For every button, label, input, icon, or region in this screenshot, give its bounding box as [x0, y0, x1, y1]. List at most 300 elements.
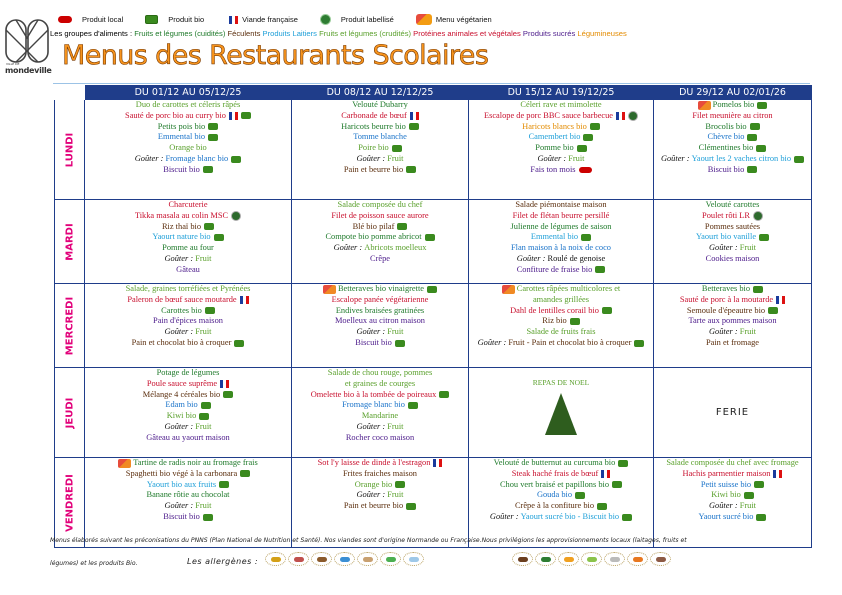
bio-badge-icon: [392, 145, 402, 152]
bio-badge-icon: [395, 481, 405, 488]
french-flag-icon: [776, 296, 785, 304]
menu-item: [292, 222, 468, 233]
dish-name: Fromage blanc bio: [165, 153, 229, 163]
day-label: JEUDI: [64, 397, 75, 428]
menu-item: [654, 480, 811, 491]
menu-cell: [469, 458, 654, 548]
bio-badge-icon: [208, 123, 218, 130]
dish-name: Emmental bio: [157, 132, 206, 142]
menu-item: [654, 143, 811, 154]
local-badge-icon: [579, 167, 592, 173]
day-label-cell: [55, 458, 85, 548]
menu-item: [469, 458, 653, 469]
day-label-cell: [55, 284, 85, 368]
dish-name: Confiture de fraise bio: [516, 264, 593, 274]
menu-cell: [292, 200, 469, 284]
menu-item: [85, 433, 291, 444]
menu-item: [292, 211, 468, 222]
menu-cell: [85, 200, 292, 284]
bio-badge-icon: [602, 307, 612, 314]
menu-item: [85, 295, 291, 306]
dish-name: Salade composée du chef: [337, 200, 423, 209]
dish-name: Yaourt sucré bio: [698, 511, 754, 521]
dish-name: Carbonade de bœuf: [341, 110, 407, 120]
dish-name: Petit suisse bio: [700, 479, 752, 489]
bio-badge-icon: [223, 391, 233, 398]
menu-item: [469, 480, 653, 491]
dish-name: Pain et chocolat bio à croquer: [131, 337, 232, 347]
vegetarian-menu-icon: [416, 14, 432, 25]
dish-name: Tikka masala au colin MSC: [134, 210, 229, 220]
bio-badge-icon: [219, 481, 229, 488]
menu-item: [292, 111, 468, 122]
menu-item: [654, 200, 811, 211]
bio-badge-icon: [595, 266, 605, 273]
dish-name: Yaourt bio aux fruits: [146, 479, 217, 489]
logo-mark-icon: [4, 18, 50, 64]
dish-name: Mélange 4 céréales bio: [142, 389, 221, 399]
snack-label: Goûter :: [356, 421, 388, 431]
menu-item: [654, 469, 811, 480]
dish-name: Gâteau au yaourt maison: [146, 432, 230, 442]
legend-bio: Produit bio: [145, 15, 204, 24]
menu-item: [85, 200, 291, 211]
menu-item: [292, 165, 468, 176]
dish-name: Sot l'y laisse de dinde à l'estragon: [317, 458, 431, 467]
menu-cell: [292, 284, 469, 368]
footer-note-end: légumes) et les produits Bio.: [50, 560, 138, 567]
menu-item: [469, 243, 653, 254]
corner-cell: [55, 86, 85, 100]
menu-item: [654, 284, 811, 295]
bio-badge-icon: [583, 134, 593, 141]
menu-cell: [654, 200, 812, 284]
dish-name: Fruit: [387, 327, 404, 337]
french-flag-icon: [601, 470, 610, 478]
dish-name: Dahl de lentilles corail bio: [510, 305, 599, 315]
menu-item: [469, 501, 653, 512]
dish-name: Filet meunière au citron: [692, 110, 773, 120]
dish-name: Charcuterie: [168, 200, 208, 209]
dish-name: Cookies maison: [705, 253, 760, 263]
week-header: DU 08/12 AU 12/12/25: [292, 86, 469, 100]
bio-badge-icon: [205, 307, 215, 314]
dish-name: Poulet rôti LR: [702, 210, 750, 220]
snack-label: Goûter :: [164, 501, 196, 511]
christmas-meal-cell: [469, 368, 654, 458]
menu-item: [292, 501, 468, 512]
menu-item: [654, 165, 811, 176]
legend-french-meat: Viande française: [226, 15, 298, 24]
menu-item: [85, 222, 291, 233]
peanuts-allergen-icon: [357, 552, 378, 566]
dish-name: Biscuit bio: [163, 511, 200, 521]
menu-cell: [469, 100, 654, 200]
dish-name: Semoule d'épeautre bio: [686, 305, 766, 315]
week-header: DU 29/12 AU 02/01/26: [654, 86, 812, 100]
dish-name: Potage de légumes: [156, 368, 220, 377]
bio-badge-icon: [794, 156, 804, 163]
snack-label: Goûter :: [516, 253, 548, 263]
menu-item: [292, 232, 468, 243]
dish-name: Salade de chou rouge, pommes: [327, 368, 433, 377]
dish-name: Pomme bio: [535, 143, 574, 153]
snack-label: Goûter :: [489, 511, 521, 521]
dish-name: Pomelos bio: [712, 100, 755, 109]
dish-name: Endives braisées gratinées: [335, 305, 425, 315]
bio-badge-icon: [204, 223, 214, 230]
dish-name: Fruit: [195, 421, 212, 431]
dish-name: Mandarine: [361, 411, 399, 421]
menu-item: [469, 211, 653, 222]
dish-name: Crêpe à la confiture bio: [514, 501, 595, 511]
dish-name: Fruit: [739, 243, 756, 253]
bio-badge-icon: [768, 307, 778, 314]
food-group-3: Fruits et légumes (crudités): [319, 29, 414, 38]
menu-item: [654, 490, 811, 501]
bio-badge-icon: [145, 15, 158, 24]
week-header: DU 01/12 AU 05/12/25: [85, 86, 292, 100]
food-group-6: Légumineuses: [577, 29, 627, 38]
crustaceans-allergen-icon: [288, 552, 309, 566]
footer-note: Menus élaborés suivant les préconisations du PNNS (Plan National de Nutrition et Santé). Nos viandes sont d'origine Normande ou Française.Nous privilégions les approvisionnements locaux (laitages, fruits et: [50, 537, 687, 544]
menu-item: [85, 338, 291, 349]
bio-badge-icon: [199, 413, 209, 420]
menu-item: [85, 490, 291, 501]
legend-local: Produit local: [58, 15, 123, 24]
menu-item: [654, 154, 811, 165]
snack-label: Goûter :: [477, 337, 509, 347]
dish-name: Pain et beurre bio: [343, 164, 404, 174]
dish-name: Gouda bio: [536, 490, 573, 500]
dish-name: Gâteau: [176, 264, 200, 274]
dish-name: Crêpe: [370, 253, 390, 263]
dish-name: Riz thaï bio: [161, 221, 202, 231]
menu-item: [292, 480, 468, 491]
menu-item: [292, 132, 468, 143]
menu-item: [85, 243, 291, 254]
menu-item: [85, 422, 291, 433]
dish-name: Spaghetti bio végé à la carbonara: [125, 468, 238, 478]
menu-item: [85, 469, 291, 480]
menu-item: [292, 143, 468, 154]
food-group-2: Produits Laitiers: [262, 29, 320, 38]
dish-name: Biscuit bio: [707, 164, 745, 174]
bio-badge-icon: [597, 503, 607, 510]
bio-badge-icon: [747, 166, 757, 173]
snack-label: Goûter :: [356, 490, 388, 500]
menu-item: [292, 422, 468, 433]
dish-name: Pain et beurre bio: [343, 501, 404, 511]
dish-name: Camembert bio: [528, 132, 581, 142]
food-groups-legend: [50, 29, 627, 38]
dish-name: Hachis parmentier maison: [682, 468, 771, 478]
gluten-allergen-icon: [265, 552, 286, 566]
logo-name: mondeville: [5, 66, 52, 75]
dish-name: Salade de fruits frais: [526, 327, 596, 337]
menu-item: [469, 222, 653, 233]
bio-badge-icon: [231, 156, 241, 163]
day-row-vendredi: [55, 458, 812, 548]
bio-badge-icon: [406, 166, 416, 173]
menu-item: [469, 200, 653, 211]
dish-name: Betteraves bio: [701, 284, 751, 293]
menu-item: [654, 100, 811, 111]
menu-item: [292, 122, 468, 133]
food-group-0: Fruits et légumes (cuidités): [134, 29, 228, 38]
menu-item: [292, 154, 468, 165]
menu-cell: [469, 200, 654, 284]
dish-name: Fruit: [195, 327, 212, 337]
bio-badge-icon: [750, 123, 760, 130]
menu-item: [292, 254, 468, 265]
molluscs-allergen-icon: [650, 552, 671, 566]
menu-item: [292, 316, 468, 327]
bio-badge-icon: [241, 112, 251, 119]
menu-item: [469, 469, 653, 480]
menu-item: [654, 295, 811, 306]
menu-item: [292, 327, 468, 338]
dish-name: Tartine de radis noir au fromage frais: [133, 458, 258, 467]
menu-item: [85, 480, 291, 491]
celery-allergen-icon: [535, 552, 556, 566]
soy-allergen-icon: [380, 552, 401, 566]
bio-badge-icon: [201, 402, 211, 409]
menu-item: [85, 327, 291, 338]
dish-name: Fruit: [568, 153, 585, 163]
menu-cell: [85, 368, 292, 458]
french-flag-icon: [773, 470, 782, 478]
lupin-allergen-icon: [627, 552, 648, 566]
menu-item: [85, 122, 291, 133]
dish-name: Fromage blanc bio: [342, 400, 405, 410]
dish-name: Pain d'épices maison: [153, 316, 223, 326]
bio-badge-icon: [756, 514, 766, 521]
menu-item: [469, 232, 653, 243]
day-label-cell: [55, 200, 85, 284]
dish-name: Frites fraiches maison: [343, 468, 417, 478]
bio-badge-icon: [618, 460, 628, 467]
day-label: LUNDI: [64, 132, 75, 167]
week-header-row: [55, 86, 812, 100]
menu-item: [292, 379, 468, 390]
bio-badge-icon: [744, 492, 754, 499]
bio-badge-icon: [756, 145, 766, 152]
menu-item: [85, 411, 291, 422]
dish-name: Flan maison à la noix de coco: [510, 243, 611, 253]
menu-cell: [292, 368, 469, 458]
bio-badge-icon: [570, 318, 580, 325]
bio-badge-icon: [406, 503, 416, 510]
french-flag-icon: [616, 112, 625, 120]
menu-item: [654, 512, 811, 523]
dish-name: Pomme au four: [162, 243, 214, 253]
menu-item: [654, 501, 811, 512]
label-seal-icon: [320, 14, 331, 25]
bio-badge-icon: [240, 470, 250, 477]
snack-label: Goûter :: [134, 153, 166, 163]
menu-item: [292, 458, 468, 469]
dish-name: Edam bio: [165, 400, 198, 410]
label-seal-icon: [753, 211, 763, 221]
vegetarian-menu-icon: [698, 101, 711, 110]
menu-item: [469, 338, 653, 349]
menu-item: [85, 400, 291, 411]
menu-item: [85, 501, 291, 512]
dish-name: Kiwi bio: [711, 490, 741, 500]
menu-item: [292, 390, 468, 401]
vegetarian-menu-icon: [118, 459, 131, 468]
menu-item: [469, 512, 653, 523]
dish-name: Blé bio pilaf: [352, 221, 395, 231]
menu-item: [85, 284, 291, 295]
menu-cell: [85, 458, 292, 548]
eggs-allergen-icon: [311, 552, 332, 566]
food-group-5: Produits sucrés: [522, 29, 578, 38]
snack-label: Goûter :: [356, 153, 388, 163]
dish-name: Compote bio pomme abricot: [325, 232, 422, 242]
french-flag-icon: [229, 112, 238, 120]
menu-item: [469, 165, 653, 176]
menu-item: [469, 316, 653, 327]
menu-item: [654, 243, 811, 254]
sulphites-allergen-icon: [604, 552, 625, 566]
dish-name: Emmental bio: [530, 232, 579, 242]
dish-name: Carottes râpées multicolores et: [516, 284, 621, 293]
milk-allergen-icon: [403, 552, 424, 566]
dish-name: Velouté carottes: [705, 200, 760, 209]
allergen-icons-group-1: [265, 552, 426, 566]
menu-item: [654, 338, 811, 349]
dish-name: Biscuit bio: [163, 164, 200, 174]
bio-badge-icon: [395, 340, 405, 347]
bio-badge-icon: [397, 223, 407, 230]
dish-name: Fruit: [387, 421, 404, 431]
day-row-lundi: [55, 100, 812, 200]
menu-item: [292, 469, 468, 480]
bio-badge-icon: [581, 234, 591, 241]
menu-item: [85, 512, 291, 523]
french-flag-icon: [220, 380, 229, 388]
dish-name: Filet de poisson sauce aurore: [331, 210, 429, 220]
mustard-allergen-icon: [558, 552, 579, 566]
bio-badge-icon: [439, 391, 449, 398]
bio-badge-icon: [757, 102, 767, 109]
menu-item: [85, 458, 291, 469]
dish-name: Céleri rave et mimolette: [520, 100, 602, 109]
dish-name: Yaourt nature bio: [152, 232, 211, 242]
snack-label: Goûter :: [164, 421, 196, 431]
dish-name: Pain et fromage: [705, 337, 760, 347]
bio-badge-icon: [622, 514, 632, 521]
menu-item: [654, 327, 811, 338]
menu-cell: [292, 100, 469, 200]
menu-cell: [654, 284, 812, 368]
product-legend: [58, 14, 514, 25]
day-row-mardi: [55, 200, 812, 284]
dish-name: amandes grillées: [532, 294, 590, 304]
legend-vegetarian: Menu végétarien: [416, 14, 492, 25]
menu-item: [469, 254, 653, 265]
bio-badge-icon: [754, 481, 764, 488]
menu-item: [85, 368, 291, 379]
allergens-label: Les allergènes :: [187, 557, 259, 566]
dish-name: Escalope de porc BBC sauce barbecue: [483, 110, 614, 120]
dish-name: Rocher coco maison: [345, 432, 415, 442]
menu-item: [469, 154, 653, 165]
bio-badge-icon: [590, 123, 600, 130]
menu-item: [654, 111, 811, 122]
dish-name: Poule sauce suprême: [146, 378, 218, 388]
legend-labelled: Produit labellisé: [320, 14, 394, 25]
dish-name: Yaourt sucré bio - Biscuit bio: [520, 511, 620, 521]
bio-badge-icon: [203, 514, 213, 521]
dish-name: Fruit - Pain et chocolat bio à croquer: [508, 337, 632, 347]
menu-item: [654, 458, 811, 469]
menu-cell: [292, 458, 469, 548]
bio-badge-icon: [214, 234, 224, 241]
holiday-cell: FERIE: [654, 368, 812, 458]
menu-item: [469, 327, 653, 338]
dish-name: Duo de carottes et céleris râpés: [135, 100, 241, 109]
menu-item: [469, 306, 653, 317]
menu-cell: [469, 284, 654, 368]
dish-name: Sauté de porc bio au curry bio: [125, 110, 226, 120]
week-header: DU 15/12 AU 19/12/25: [469, 86, 654, 100]
bio-badge-icon: [612, 481, 622, 488]
french-flag-icon: [433, 459, 442, 467]
bio-badge-icon: [577, 145, 587, 152]
menu-item: [292, 433, 468, 444]
menu-item: [469, 143, 653, 154]
menu-table: [54, 85, 812, 548]
menu-item: [469, 122, 653, 133]
bio-badge-icon: [759, 234, 769, 241]
menu-item: [654, 222, 811, 233]
dish-name: Poire bio: [358, 143, 389, 153]
dish-name: Yaourt les 2 vaches citron bio: [691, 153, 792, 163]
french-flag-icon: [410, 112, 419, 120]
menu-item: [654, 132, 811, 143]
dish-name: Pommes sautées: [704, 221, 761, 231]
menu-item: [292, 306, 468, 317]
label-seal-icon: [628, 111, 638, 121]
menu-item: [85, 306, 291, 317]
dish-name: Kiwi bio: [166, 411, 197, 421]
snack-label: Goûter :: [356, 327, 388, 337]
menu-item: [654, 316, 811, 327]
dish-name: Haricots beurre bio: [341, 121, 406, 131]
bio-badge-icon: [203, 166, 213, 173]
dish-name: Steak haché frais de bœuf: [511, 468, 599, 478]
dish-name: Moelleux au citron maison: [334, 316, 425, 326]
menu-item: [292, 295, 468, 306]
menu-item: [292, 200, 468, 211]
bio-badge-icon: [208, 134, 218, 141]
dish-name: Sauté de porc à la moutarde: [679, 294, 774, 304]
allergen-icons-group-2: [512, 552, 673, 566]
menu-item: [654, 232, 811, 243]
menu-item: [85, 111, 291, 122]
dish-name: Julienne de légumes de saison: [510, 221, 612, 231]
dish-name: Fais ton mois: [530, 164, 576, 174]
dish-name: Orange bio: [354, 479, 393, 489]
dish-name: Chou vert braisé et papillons bio: [499, 479, 610, 489]
dish-name: Fruit: [387, 490, 404, 500]
dish-name: Haricots blancs bio: [522, 121, 587, 131]
dish-name: Fruit: [195, 253, 212, 263]
menu-item: [469, 490, 653, 501]
